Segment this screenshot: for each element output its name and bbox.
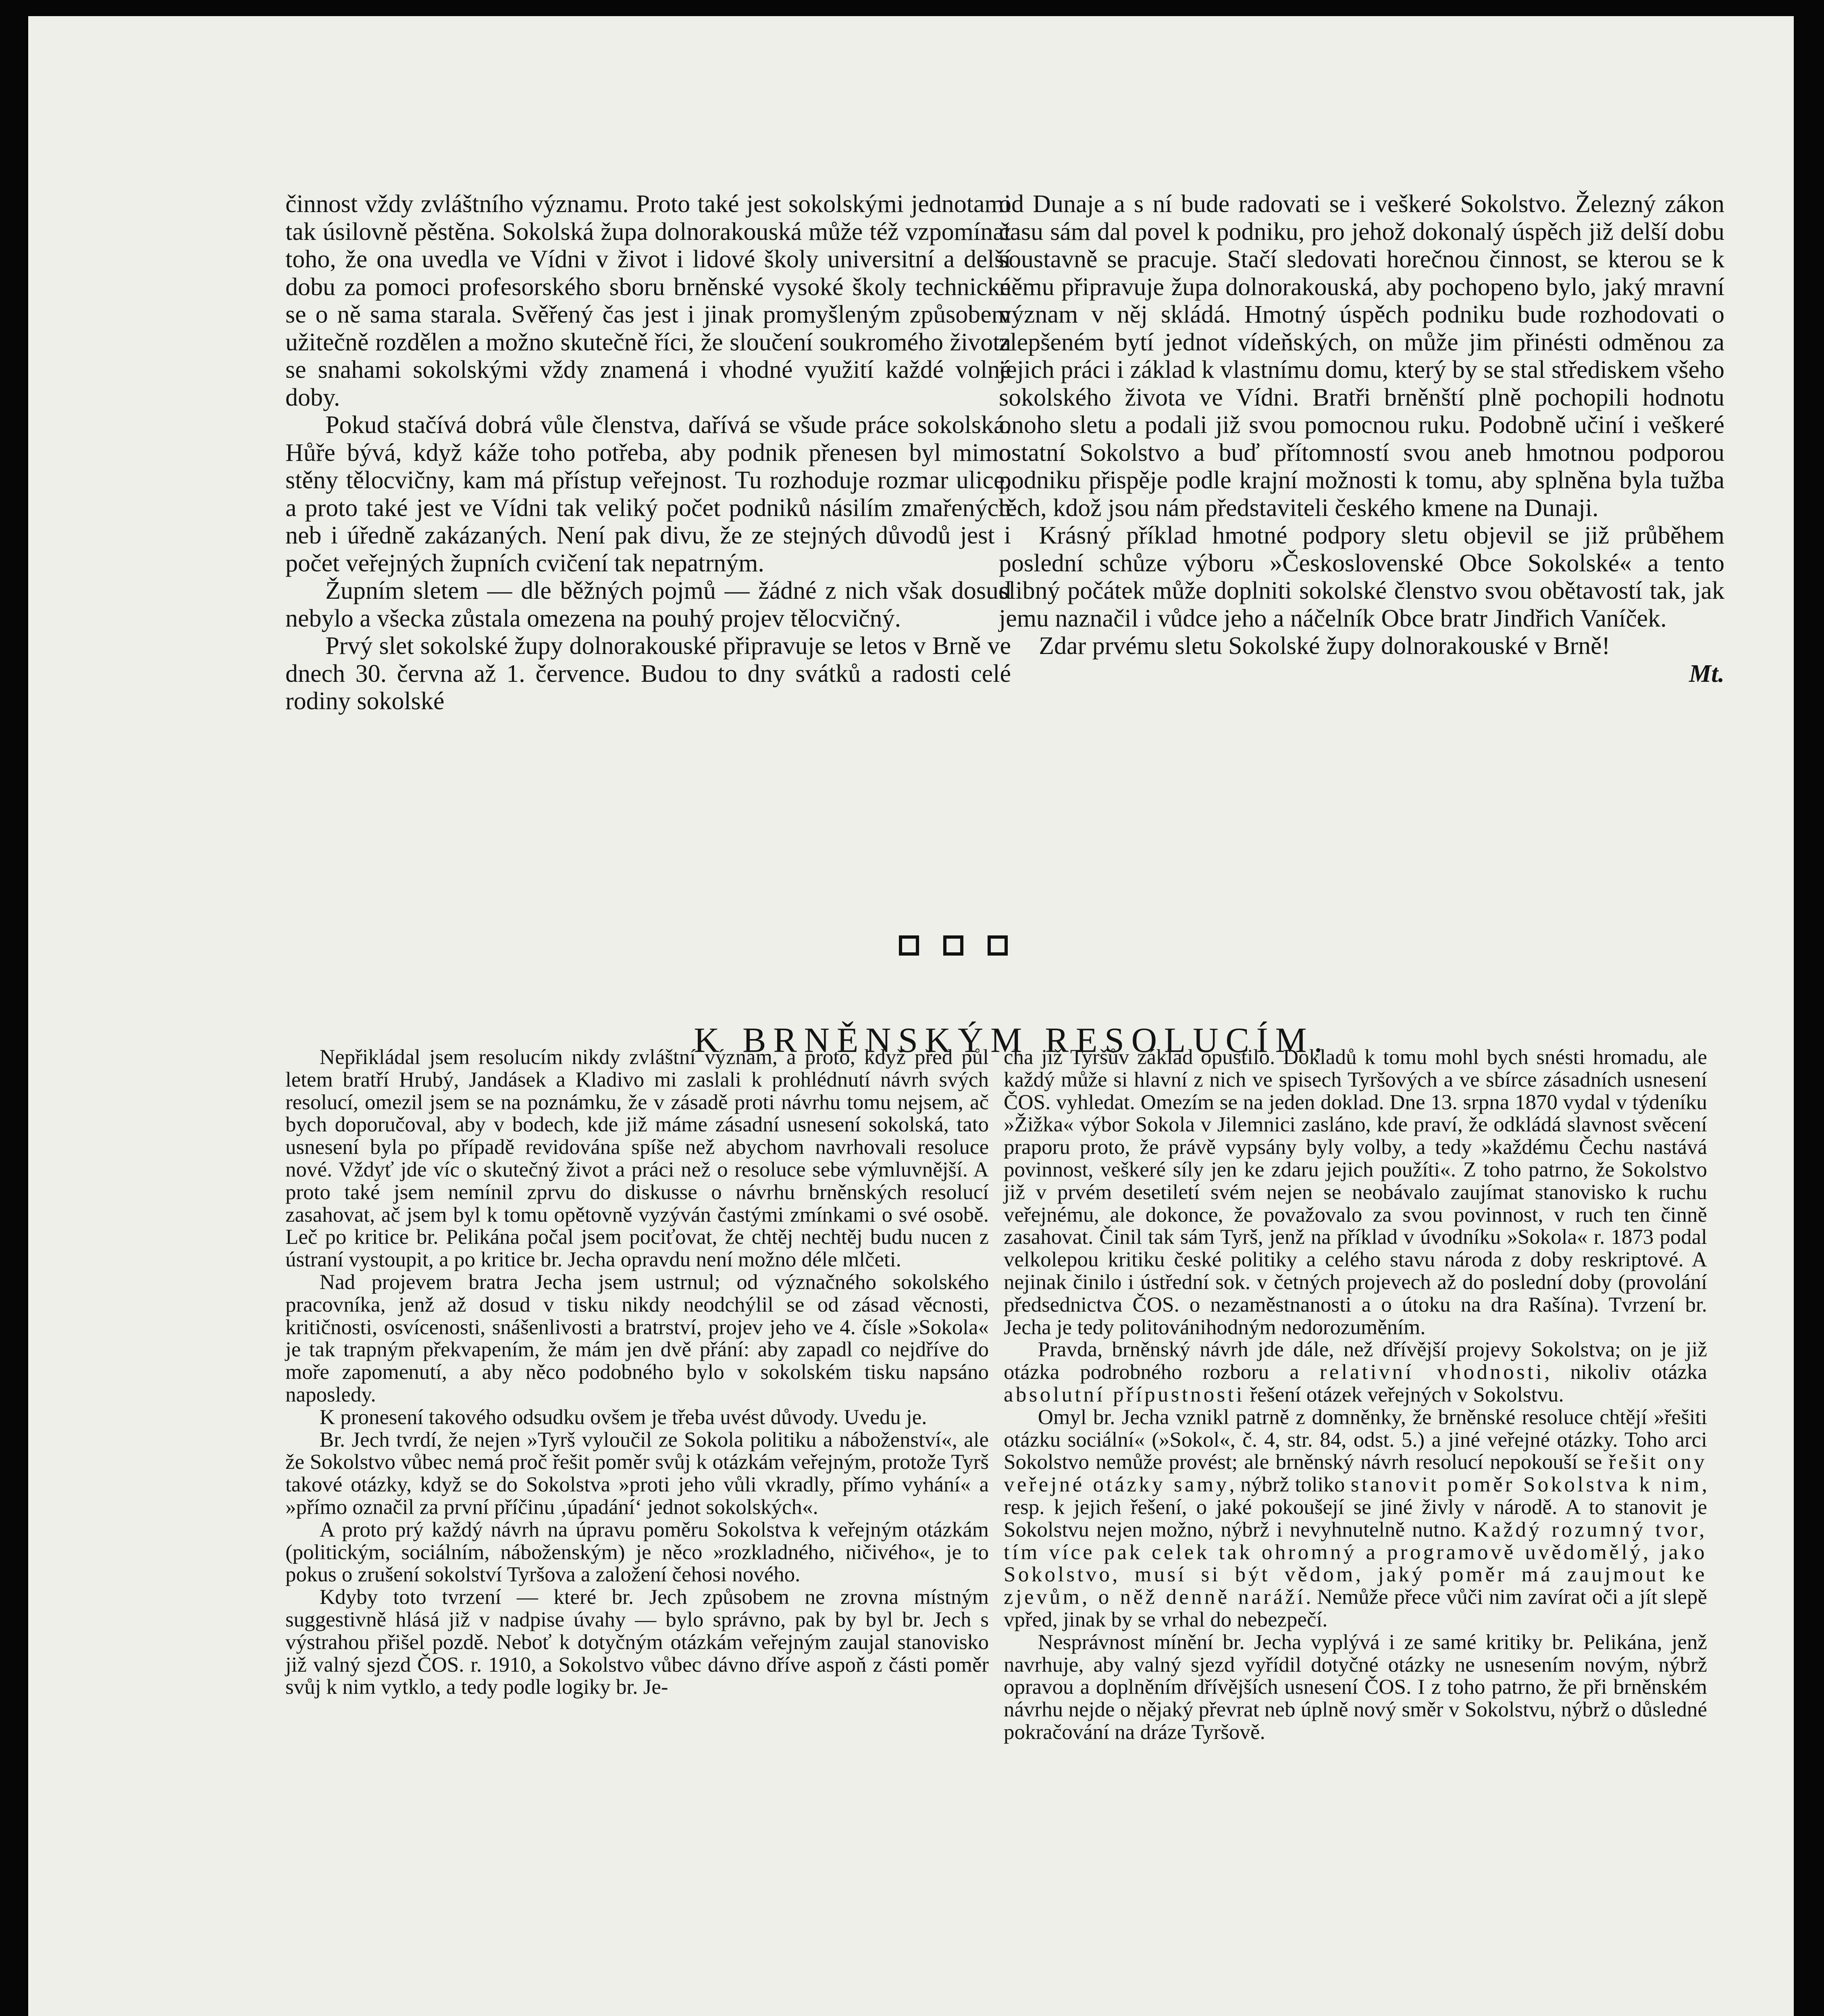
spaced-emphasis: stanovit poměr Sokolstva k nim: [1350, 1473, 1702, 1497]
section-divider: [899, 935, 1008, 956]
text-run: řešení otázek veřejných v Sokolstvu.: [1244, 1383, 1564, 1406]
spaced-emphasis: řešit ony veřejné otázky samy: [1004, 1450, 1707, 1497]
paragraph: A proto prý každý návrh na úpravu poměru Sokolstva k veřejným otázkám (politickým, sociálním, náboženským) je něco »rozkladného, ničivého«, je to pokus o zrušení sokolství Tyršova a založení čehosi nového.: [285, 1518, 989, 1587]
square-ornament-icon: [988, 935, 1008, 956]
spaced-emphasis: absolutní přípustnosti: [1004, 1383, 1245, 1406]
paragraph: Prvý slet sokolské župy dolnorakouské připravuje se letos v Brně ve dnech 30. června až 1. července. Budou to dny svátků a radosti celé rodiny sokolské: [285, 632, 1011, 715]
paragraph: Župním sletem — dle běžných pojmů — žádné z nich však dosud nebylo a všecka zůstala omezena na pouhý projev tělocvičný.: [285, 577, 1011, 632]
article-title: K BRNĚNSKÝM RESOLUCÍM.: [694, 1021, 1330, 1060]
text-run: Omyl br. Jecha vznikl patrně z domněnky, že brněnské resoluce chtějí »řešiti otázku sociální« (»Sokol«, č. 4, str. 84, odst. 5.) a jiné veřejné otázky. Toho arci Sokolstvo nemůže provést; ale brněnský návrh resolucí nepokouší se: [1004, 1405, 1707, 1474]
paragraph: Krásný příklad hmotné podpory sletu objevil se již průběhem poslední schůze výboru »Československé Obce Sokolské« a tento slibný počátek může doplniti sokolské členstvo svou obětavostí tak, jak jemu naznačil i vůdce jeho a náčelník Obce bratr Jindřich Vaníček.: [999, 522, 1724, 632]
paragraph: cha již Tyršův základ opustilo. Dokladů k tomu mohl bych snésti hromadu, ale každý může si hlavní z nich ve spisech Tyršových a ve sbírce zásadních usnesení ČOS. vyhledat. Omezím se na jeden doklad. Dne 13. srpna 1870 vydal v týdeníku »Žižka« výbor Sokola v Jilemnici zasláno, kde praví, že odkládá slavnost svěcení praporu proto, že právě vypsány byly volby, a tedy »každému Čechu nastává povinnost, veškeré síly jen ke zdaru jejich použíti«. Z toho patrno, že Sokolstvo již v prvém desetiletí svém nejen se neobávalo zaujímat stanovisko k ruchu veřejnému, ale dokonce, že považovalo za svou povinnost, v ruch ten činně zasahovat. Činil tak sám Tyrš, jenž na příklad v úvodníku »Sokola« r. 1873 podal velkolepou kritiku české politiky a celého stavu národa z doby reskriptové. A nejinak činilo i ústřední sok. v četných projevech až do poslední doby (provolání předsednictva ČOS. o nezaměstnanosti a o útoku na dra Rašína). Tvrzení br. Jecha je tedy politovánihodným nedorozuměním.: [1004, 1045, 1707, 1339]
text-run: , nikoliv otázka: [1544, 1360, 1707, 1384]
paragraph: Nad projevem bratra Jecha jsem ustrnul; od význačného sokolského pracovníka, jenž až dosud v tisku nikdy neodchýlil se od zásad věcnosti, kritičnosti, osvícenosti, snášenlivosti a bratrství, projev jeho ve 4. čísle »Sokola« je tak trapným překvapením, že mám jen dvě přání: aby zapadl co nejdříve do moře zapomenutí, a aby něco podobného bylo v sokolském tisku napsáno naposledy.: [285, 1270, 989, 1406]
paragraph: [1004, 1339, 1707, 1406]
square-ornament-icon: [899, 935, 919, 956]
spaced-emphasis: Každý rozumný tvor, tím více pak celek tak ohromný a programově uvědomělý, jako Sokolstvo, musí si být vědom, jaký poměr má zaujmout ke zjevům, o něž denně naráží: [1004, 1518, 1707, 1609]
page-sheet: [28, 16, 1794, 2016]
paragraph: Kdyby toto tvrzení — které br. Jech způsobem ne zrovna místným suggestivně hlásá již v nadpise úvahy — bylo správno, pak by byl br. Jech s výstrahou přišel pozdě. Neboť k dotyčným otázkám veřejným zaujal stanovisko již valný sjezd ČOS. r. 1910, a Sokolstvo vůbec dávno dříve aspoň z části poměr svůj k nim vytklo, a tedy podle logiky br. Je-: [285, 1585, 989, 1699]
paragraph: [1004, 1406, 1707, 1631]
text-run: , resp. k jejich řešení, o jaké pokoušejí se jiné živly v národě. A to stanovit je Sokolstvu nejen možno, nýbrž i nevyhnutelně nutno.: [1004, 1473, 1707, 1541]
top-article-left-column: [285, 190, 1011, 715]
spaced-emphasis: relativní vhodnosti: [1319, 1360, 1545, 1384]
paragraph: Nesprávnost mínění br. Jecha vyplývá i ze samé kritiky br. Pelikána, jenž navrhuje, aby valný sjezd vyřídil dotyčné otázky ne usnesením novým, nýbrž opravou a doplněním dřívějších usnesení ČOS. I z toho patrno, že při brněnském návrhu nejde o nějaký převrat neb úplně nový směr v Sokolstvu, nýbrž o důsledné pokračování na dráze Tyršově.: [1004, 1630, 1707, 1744]
closing-line: Zdar prvému sletu Sokolské župy dolnorakouské v Brně!: [1039, 632, 1610, 660]
paragraph: Br. Jech tvrdí, že nejen »Tyrš vyloučil ze Sokola politiku a náboženství«, ale že Sokolstvo vůbec nemá proč řešit poměr svůj k otázkám veřejným, protože Tyrš takové otázky, když se do Sokolstva »proti jeho vůli vkradly, přímo vyhání« a »přímo označil za první příčinu ‚úpadání‘ jednot sokolských«.: [285, 1428, 989, 1519]
paragraph: od Dunaje a s ní bude radovati se i veškeré Sokolstvo. Železný zákon času sám dal povel k podniku, pro jehož dokonalý úspěch již delší dobu soustavně se pracuje. Stačí sledovati horečnou činnost, se kterou se k němu připravuje župa dolnorakouská, aby pochopeno bylo, jaký mravní význam v něj skládá. Hmotný úspěch podniku bude rozhodovati o zlepšeném bytí jednot vídeňských, on může jim přinésti odměnou za jejich práci i základ k vlastnímu domu, který by se stal střediskem všeho sokolského života ve Vídni. Bratři brněnští plně pochopili hodnotu onoho sletu a podali již svou pomocnou ruku. Podobně učiní i veškeré ostatní Sokolstvo a buď přítomností svou aneb hmotnou podporou podniku přispěje podle krajní možnosti k tomu, aby splněna byla tužba těch, kdož jsou nám představiteli českého kmene na Dunaji.: [999, 190, 1724, 522]
paragraph: K pronesení takového odsudku ovšem je třeba uvést důvody. Uvedu je.: [319, 1405, 927, 1429]
signature: Mt.: [1689, 660, 1724, 687]
paragraph: Nepřikládal jsem resolucím nikdy zvláštní význam, a proto, když před půl letem bratří Hrubý, Jandásek a Kladivo mi zaslali k prohlédnutí návrh svých resolucí, omezil jsem se na poznámku, že v zásadě proti návrhu tomu nejsem, ač bych doporučoval, aby v bodech, kde již máme zásadní usnesení sokolská, tato usnesení byla po případě revidována spíše než abychom navrhovali resoluce nové. Vždyť jde víc o skutečný život a práci než o resoluce sebe výmluvnější. A proto také jsem nemínil zprvu do diskusse o návrhu brněnských resolucí zasahovat, ač jsem byl k tomu opětovně vyzýván častými zmínkami o své osobě. Leč po kritice br. Pelikána počal jsem pociťovat, že chtěj nechtěj budu nucen z ústraní vystoupit, a po kritice br. Jecha opravdu není možno déle mlčeti.: [285, 1045, 989, 1272]
text-run: . Nemůže přece vůči nim zavírat oči a jít slepě vpřed, jinak by se vrhal do nebezpečí.: [1004, 1585, 1707, 1631]
paragraph: Pokud stačívá dobrá vůle členstva, dařívá se všude práce sokolská. Hůře bývá, když káže toho potřeba, aby podnik přenesen byl mimo stěny tělocvičny, kam má přístup veřejnost. Tu rozhoduje rozmar ulice, a proto také jest ve Vídni tak veliký počet podniků násilím zmařených neb i úředně zakázaných. Není pak divu, že ze stejných důvodů jest i počet veřejných župních cvičení tak nepatrným.: [285, 411, 1011, 577]
article-left-column: [285, 1046, 989, 1699]
signature-row: [999, 660, 1724, 688]
text-run: Pravda, brněnský návrh jde dále, než dřívější projevy Sokolstva; on je již otázka podrobného rozboru a: [1004, 1338, 1707, 1384]
text-run: , nýbrž toliko: [1229, 1473, 1351, 1497]
square-ornament-icon: [943, 935, 963, 956]
paragraph: činnost vždy zvláštního významu. Proto také jest sokolskými jednotami tak úsilovně pěstěna. Sokolská župa dolnorakouská může též vzpomínat toho, že ona uvedla ve Vídni v život i lidové školy universitní a delší dobu za pomoci profesorského sboru brněnské vysoké školy technické se o ně sama starala. Svěřený čas jest i jinak promyšleným způsobem užitečně rozdělen a možno skutečně říci, že sloučení soukromého života se snahami sokolskými vždy znamená i vhodné využití každé volné doby.: [285, 190, 1011, 411]
top-article-right-column: [999, 190, 1724, 687]
article-right-column: [1004, 1046, 1707, 1744]
